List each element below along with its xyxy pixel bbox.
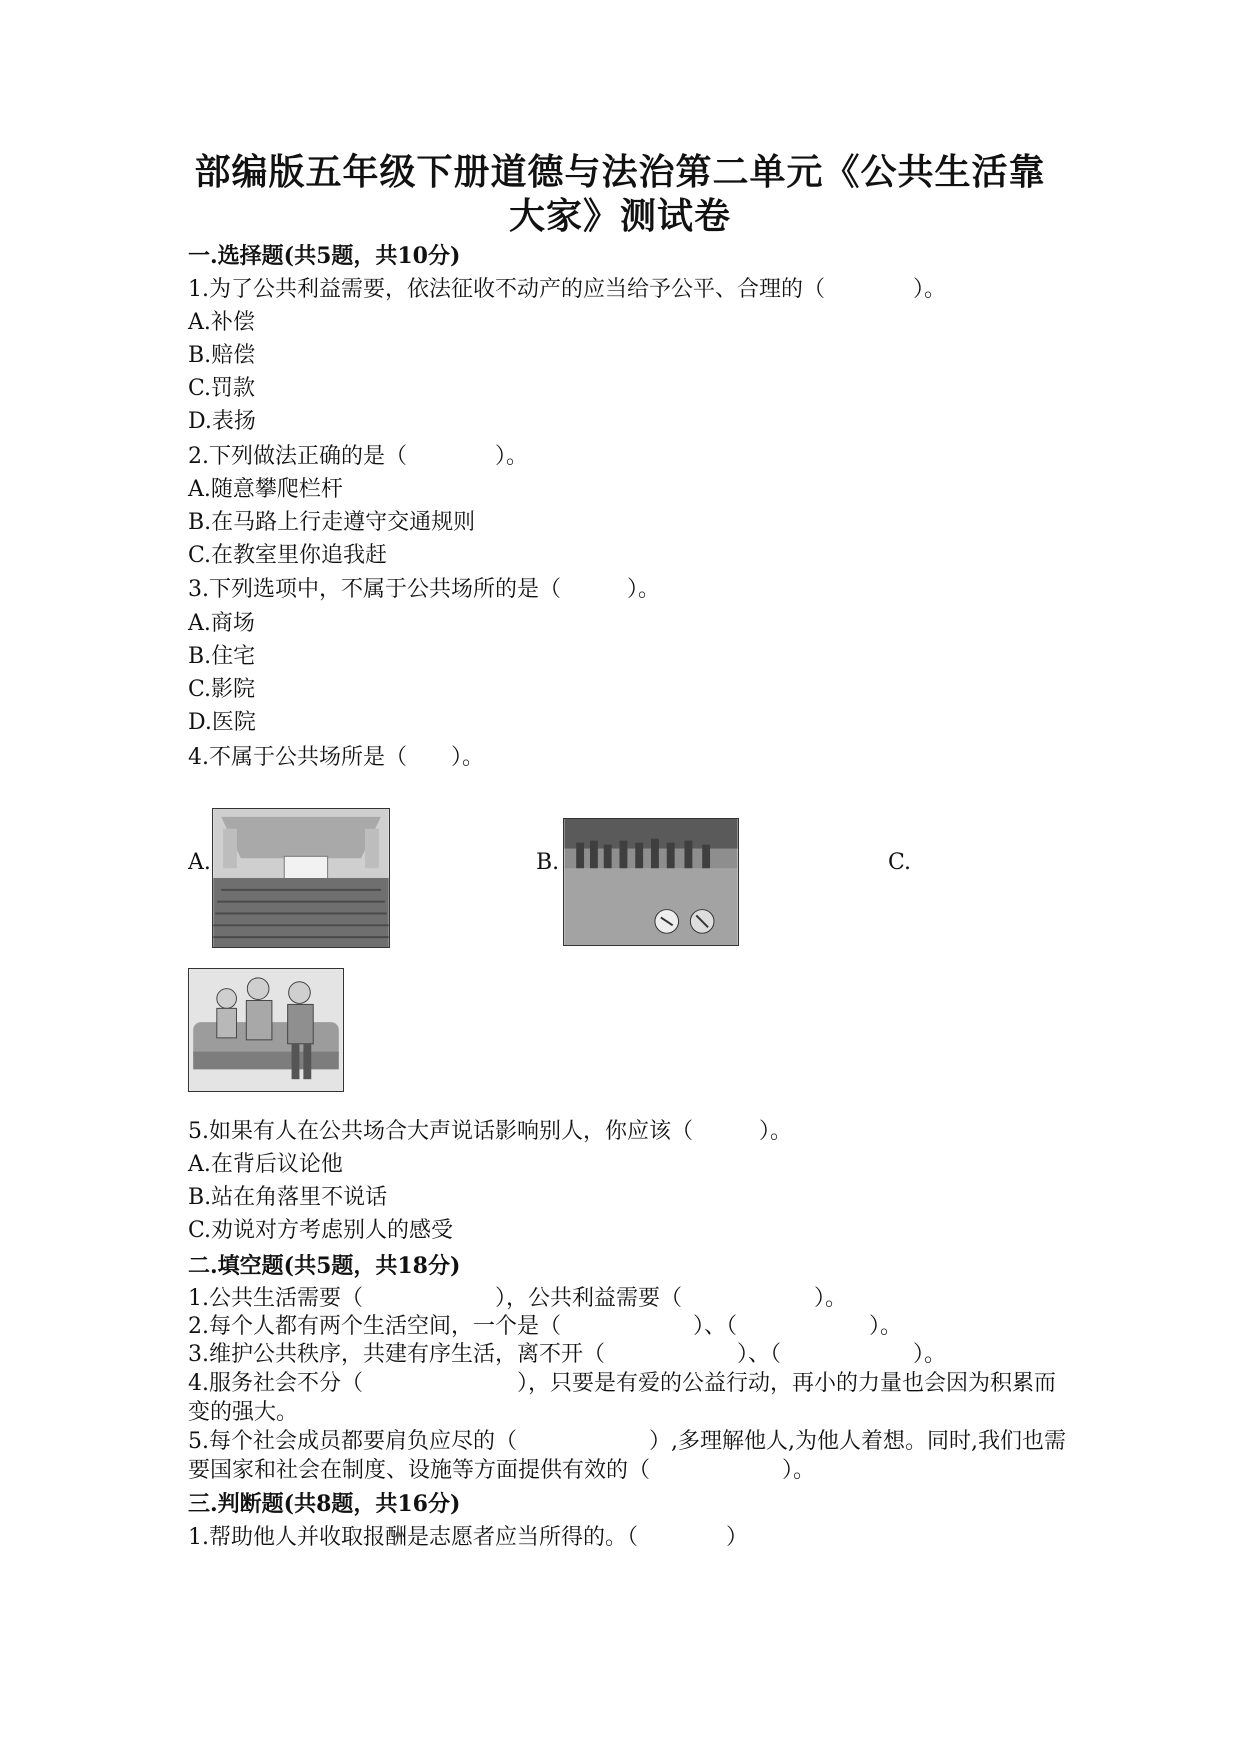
option: B.站在角落里不说话 <box>188 1185 388 1210</box>
question-stem: 5.如果有人在公共场合大声说话影响别人，你应该（ ）。 <box>188 1119 792 1144</box>
option: A.随意攀爬栏杆 <box>188 477 343 502</box>
fill-blank-item: 5.每个社会成员都要肩负应尽的（ ）,多理解他人,为他人着想。同时,我们也需要国家和社会在制度、设施等方面提供有效的（ ）。 <box>188 1429 1066 1483</box>
theater-icon <box>213 809 389 947</box>
family-icon <box>189 969 343 1091</box>
option: D.医院 <box>188 710 256 735</box>
section-heading: 一.选择题(共5题，共10分) <box>188 243 461 269</box>
title-line-2: 大家》测试卷 <box>508 195 731 237</box>
option: C.罚款 <box>188 376 256 401</box>
question-stem: 1.为了公共利益需要，依法征收不动产的应当给予公平、合理的（ ）。 <box>188 277 946 302</box>
question-stem: 4.不属于公共场所是（ ）。 <box>188 745 484 770</box>
true-false-item: 1.帮助他人并收取报酬是志愿者应当所得的。（ ） <box>188 1525 748 1550</box>
option: A.商场 <box>188 611 255 636</box>
football-field-image <box>563 818 739 946</box>
family-sofa-image <box>188 968 344 1092</box>
option: C.劝说对方考虑别人的感受 <box>188 1218 454 1243</box>
fill-blank-item: 1.公共生活需要（ ），公共利益需要（ ）。 <box>188 1286 847 1311</box>
fill-blank-item: 2.每个人都有两个生活空间，一个是（ ）、（ ）。 <box>188 1314 902 1339</box>
title-line-1: 部编版五年级下册道德与法治第二单元《公共生活靠 <box>194 151 1046 193</box>
section-heading: 三.判断题(共8题，共16分) <box>188 1491 461 1517</box>
option: B.赔偿 <box>188 343 256 368</box>
option: C.影院 <box>188 677 256 702</box>
theater-image <box>212 808 390 948</box>
option: B.住宅 <box>188 644 256 669</box>
option: C.在教室里你追我赶 <box>188 543 388 568</box>
fill-blank-item: 4.服务社会不分（ ），只要是有爱的公益行动，再小的力量也会因为积累而变的强大。 <box>188 1371 1056 1425</box>
question-stem: 3.下列选项中，不属于公共场所的是（ ）。 <box>188 577 660 602</box>
option: B.在马路上行走遵守交通规则 <box>188 510 476 535</box>
question-stem: 2.下列做法正确的是（ ）。 <box>188 444 528 469</box>
option-label-c: C. <box>888 850 912 875</box>
page-title <box>170 150 1070 238</box>
fill-blank-item: 3.维护公共秩序，共建有序生活，离不开（ ）、（ ）。 <box>188 1342 946 1367</box>
option-label-b: B. <box>536 850 560 875</box>
football-icon <box>564 819 738 945</box>
option: D.表扬 <box>188 409 256 434</box>
option: A.在背后议论他 <box>188 1152 343 1177</box>
option-label-a: A. <box>188 850 211 875</box>
section-heading: 二.填空题(共5题，共18分) <box>188 1253 461 1279</box>
option: A.补偿 <box>188 310 255 335</box>
